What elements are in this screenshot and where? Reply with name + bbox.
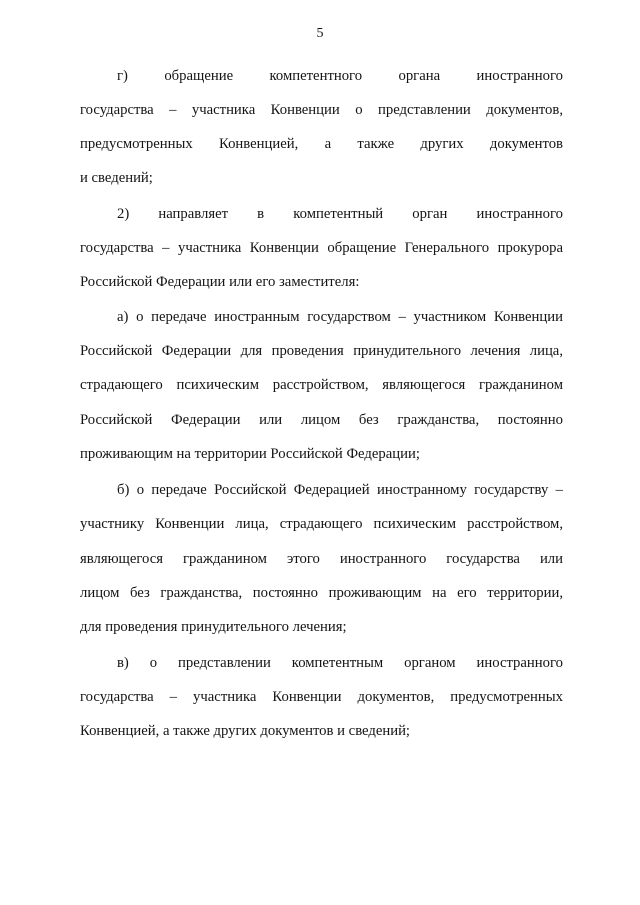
text-line: Российской Федерации или его заместителя: — [80, 274, 360, 290]
text-line: и сведений; — [80, 170, 153, 186]
text-line: являющегося гражданином этого иностранного государства или — [80, 551, 563, 567]
text-line: а) о передаче иностранным государством – участником Конвенции — [117, 309, 563, 325]
text-line: 2) направляет в компетентный орган иностранного — [117, 206, 563, 222]
text-line: б) о передаче Российской Федерацией иностранному государству – — [117, 482, 563, 498]
text-line: в) о представлении компетентным органом иностранного — [117, 655, 563, 671]
text-line: предусмотренных Конвенцией, а также других документов — [80, 136, 563, 152]
text-line: г) обращение компетентного органа иностранного — [117, 68, 563, 84]
text-line: Российской Федерации для проведения принудительного лечения лица, — [80, 343, 563, 359]
text-line: лицом без гражданства, постоянно проживающим на его территории, — [80, 585, 563, 601]
text-line: страдающего психическим расстройством, являющегося гражданином — [80, 377, 563, 393]
text-line: государства – участника Конвенции документов, предусмотренных — [80, 689, 563, 705]
text-line: государства – участника Конвенции обращение Генерального прокурора — [80, 240, 563, 256]
text-line: Конвенцией, а также других документов и сведений; — [80, 723, 411, 739]
text-line: государства – участника Конвенции о представлении документов, — [80, 102, 563, 118]
page-number: 5 — [316, 26, 324, 41]
text-line: Российской Федерации или лицом без гражданства, постоянно — [80, 412, 563, 428]
text-line: проживающим на территории Российской Федерации; — [80, 446, 420, 462]
text-line: для проведения принудительного лечения; — [80, 619, 347, 635]
text-line: участнику Конвенции лица, страдающего психическим расстройством, — [80, 516, 563, 532]
